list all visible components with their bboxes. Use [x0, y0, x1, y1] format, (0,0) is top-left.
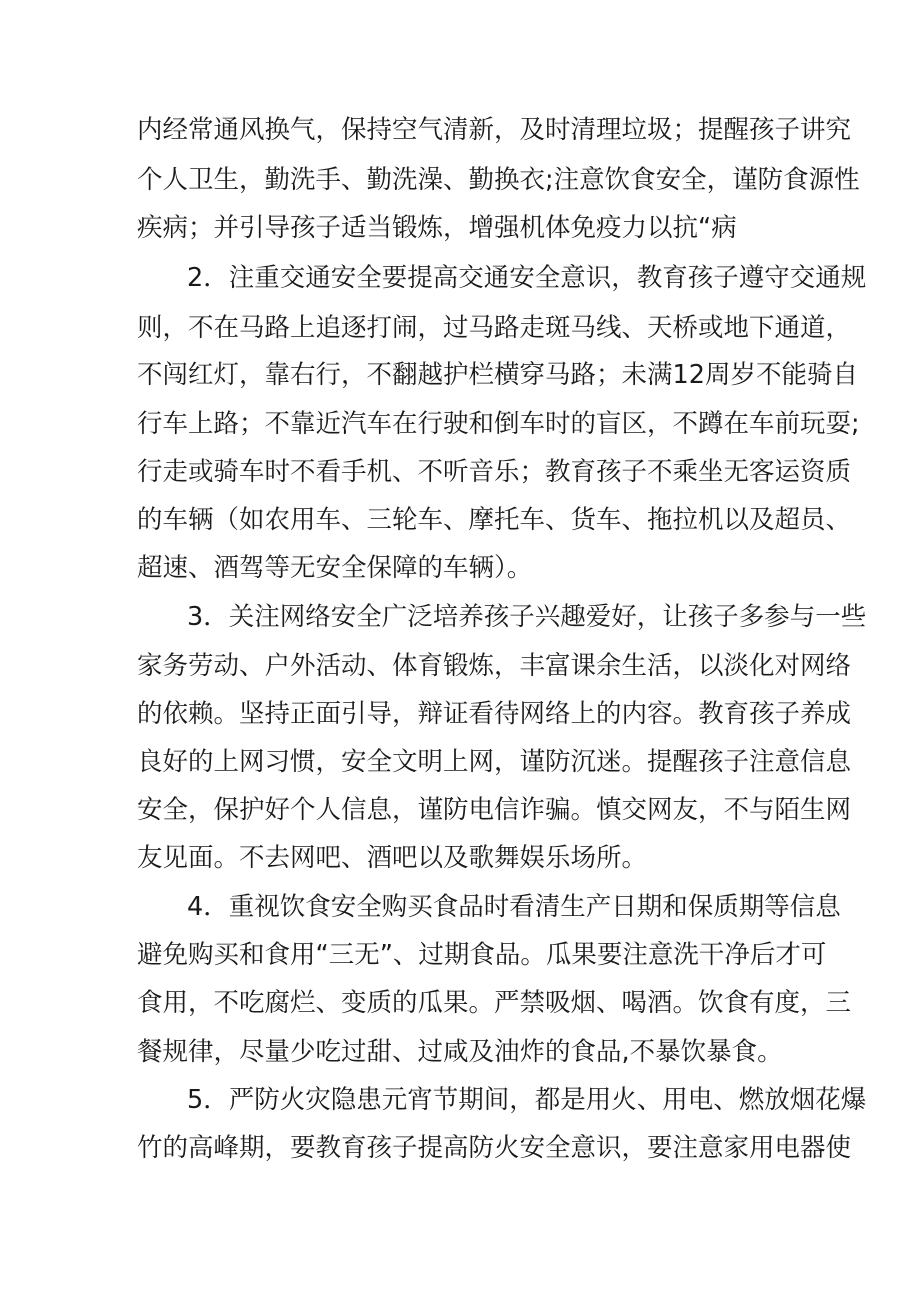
text-line: 避免购买和食用“三无”、过期食品。瓜果要注意洗干净后才可: [137, 940, 827, 970]
paragraph-3-first-line: 3．关注网络安全广泛培养孩子兴趣爱好，让孩子多参与一些: [187, 602, 867, 632]
text-line: 疾病；并引导孩子适当锻炼，增强机体免疫力以抗“病: [137, 213, 737, 243]
text-line: 食用，不吃腐烂、变质的瓜果。严禁吸烟、喝酒。饮食有度，三: [137, 988, 852, 1018]
text-line: 行走或骑车时不看手机、不听音乐；教育孩子不乘坐无客运资质: [137, 457, 852, 487]
text-line: 良好的上网习惯，安全文明上网，谨防沉迷。提醒孩子注意信息: [137, 747, 852, 777]
text-line: 则，不在马路上追逐打闹，过马路走斑马线、天桥或地下通道，: [137, 313, 852, 343]
text-line: 行车上路；不靠近汽车在行驶和倒车时的盲区，不蹲在车前玩耍;: [137, 409, 860, 439]
text-line: 内经常通风换气，保持空气清新，及时清理垃圾；提醒孩子讲究: [137, 115, 852, 145]
paragraph-5-first-line: 5．严防火灾隐患元宵节期间，都是用火、用电、燃放烟花爆: [187, 1085, 867, 1115]
text-line: 竹的高峰期，要教育孩子提高防火安全意识，要注意家用电器使: [137, 1133, 852, 1163]
text-line: 超速、酒驾等无安全保障的车辆）。: [137, 553, 533, 583]
paragraph-2-first-line: 2．注重交通安全要提高交通安全意识，教育孩子遵守交通规: [187, 263, 867, 293]
text-line: 不闯红灯，靠右行，不翻越护栏横穿马路；未满12周岁不能骑自: [137, 360, 858, 390]
text-line: 个人卫生，勤洗手、勤洗澡、勤换衣;注意饮食安全，谨防食源性: [137, 165, 860, 195]
text-line: 的车辆（如农用车、三轮车、摩托车、货车、拖拉机以及超员、: [137, 505, 852, 535]
text-line: 友见面。不去网吧、酒吧以及歌舞娱乐场所。: [137, 843, 648, 873]
text-line: 家务劳动、户外活动、体育锻炼，丰富课余生活，以淡化对网络: [137, 651, 852, 681]
text-line: 的依赖。坚持正面引导，辩证看待网络上的内容。教育孩子养成: [137, 699, 852, 729]
text-line: 餐规律，尽量少吃过甜、过咸及油炸的食品,不暴饮暴食。: [137, 1037, 783, 1067]
text-line: 安全，保护好个人信息，谨防电信诈骗。慎交网友，不与陌生网: [137, 795, 852, 825]
paragraph-4-first-line: 4．重视饮食安全购买食品时看清生产日期和保质期等信息: [187, 892, 841, 922]
